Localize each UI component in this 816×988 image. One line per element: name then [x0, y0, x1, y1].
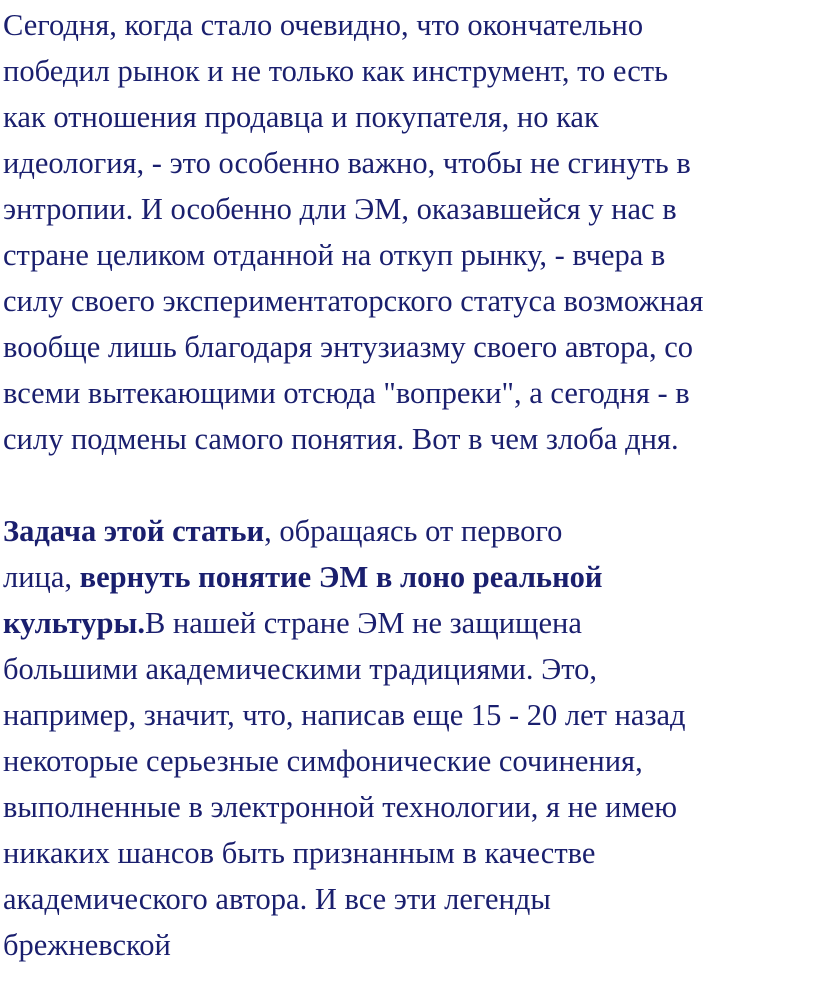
text-line — [3, 600, 816, 646]
bold-phrase: культуры. — [3, 606, 145, 640]
text-line: идеология, - это особенно важно, чтобы не сгинуть в — [3, 146, 691, 180]
text-line: как отношения продавца и покупателя, но как — [3, 100, 599, 134]
text-line: выполненные в электронной технологии, я не имею — [3, 790, 678, 824]
bold-phrase: вернуть понятие ЭМ в лоно реальной — [79, 560, 603, 594]
paragraph-task — [3, 508, 816, 968]
text-line: всеми вытекающими отсюда "вопреки", а сегодня - в — [3, 376, 690, 410]
text-line: никаких шансов быть признанным в качестве — [3, 836, 596, 870]
text-line: энтропии. И особенно дли ЭМ, оказавшейся у нас в — [3, 192, 677, 226]
text-line: большими академическими традициями. Это, — [3, 652, 598, 686]
text-line: академического автора. И все эти легенды — [3, 882, 551, 916]
text-line: Сегодня, когда стало очевидно, что окончательно — [3, 8, 644, 42]
paragraph-spacer — [3, 462, 816, 508]
text-run: В нашей стране ЭМ не защищена — [144, 606, 582, 640]
text-line: брежневской — [3, 928, 171, 962]
text-line: силу подмены самого понятия. Вот в чем злоба дня. — [3, 422, 679, 456]
text-run: , обращаясь от первого — [264, 514, 563, 548]
text-run: лица, — [3, 560, 80, 594]
paragraph-intro — [3, 2, 816, 462]
text-line: некоторые серьезные симфонические сочинения, — [3, 744, 643, 778]
text-line: силу своего экспериментаторского статуса возможная — [3, 284, 704, 318]
bold-phrase: Задача этой статьи — [3, 514, 265, 548]
text-line: например, значит, что, написав еще 15 - 20 лет назад — [3, 698, 686, 732]
text-line — [3, 554, 816, 600]
text-line: победил рынок и не только как инструмент, то есть — [3, 54, 668, 88]
text-line: вообще лишь благодаря энтузиазму своего автора, со — [3, 330, 694, 364]
text-line: стране целиком отданной на откуп рынку, - вчера в — [3, 238, 666, 272]
text-line — [3, 508, 816, 554]
